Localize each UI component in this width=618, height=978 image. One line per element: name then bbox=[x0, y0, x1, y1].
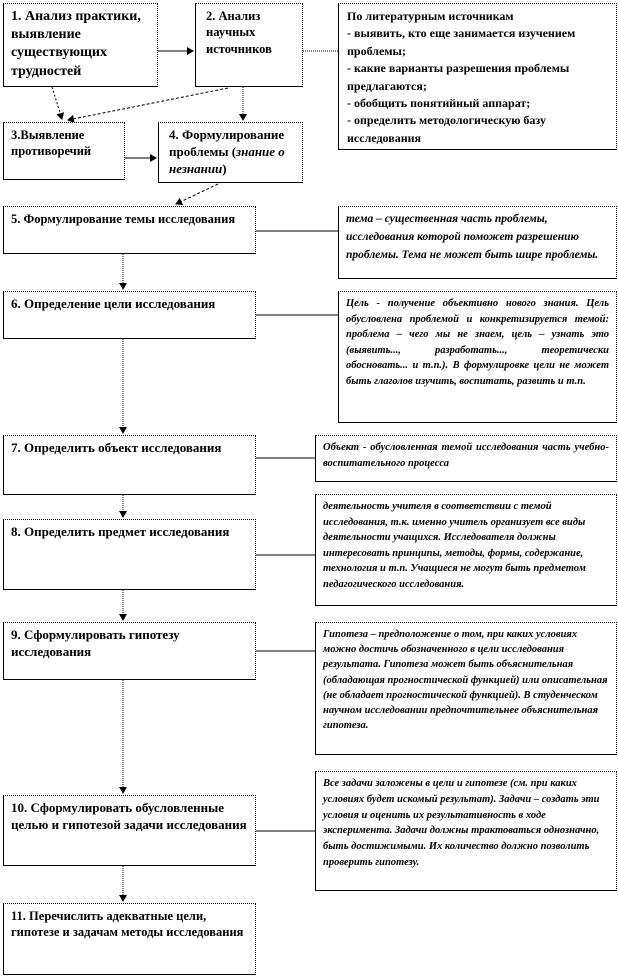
literature-item: - обобщить понятийный аппарат; bbox=[347, 95, 531, 110]
literature-item: - определить методологическую базу исследования bbox=[347, 113, 546, 145]
step-8-text: 8. Определить предмет исследования bbox=[11, 524, 230, 539]
topic-note bbox=[338, 206, 617, 279]
step-10-text: 10. Сформулировать обусловленные целью и гипотезой задачи исследования bbox=[11, 800, 247, 832]
step-7-box bbox=[3, 435, 256, 495]
hypothesis-note-text: Гипотеза – предположение о том, при каких условиях можно достичь обозначенного в цели исследования результата. Гипотеза может быть объяснительная (обладающая прогностической функцией) или описательная (не обладает прогностической функцией). В студенческом научном исследовании предпочтительнее объяснительная гипотеза. bbox=[323, 629, 608, 732]
literature-item: - выявить, кто еще занимается изучением проблемы; bbox=[347, 26, 576, 58]
goal-note-text: Цель - получение объективно нового знания. Цель обусловлена проблемой и конкретизируется темой: проблема – чего мы не знаем, цель – узнать это (выявить..., разработать..., теоретически обосновать... и т.п.). В формулировке цели не может быть глаголов изучить, воспитать, развить и т.п. bbox=[346, 298, 609, 387]
step-9-box bbox=[3, 622, 256, 680]
subject-note bbox=[315, 494, 617, 606]
step-6-text: 6. Определение цели исследования bbox=[11, 296, 216, 311]
step-6-box bbox=[3, 291, 256, 339]
step-5-box bbox=[3, 206, 256, 254]
topic-note-text: тема – существенная часть проблемы, исследования которой поможет разрешению проблемы. Тема не может быть шире проблемы. bbox=[346, 213, 599, 261]
literature-note bbox=[338, 3, 617, 150]
step-4-end: ) bbox=[222, 160, 227, 176]
step-2-text: 2. Анализ научных источников bbox=[206, 9, 272, 56]
step-4-italic: знание о незнании bbox=[169, 143, 285, 176]
arrow-4-to-5 bbox=[176, 184, 218, 204]
literature-item: - какие варианты разрешения проблемы предлагаются; bbox=[347, 61, 570, 93]
step-3-text: 3.Выявление противоречий bbox=[11, 128, 92, 159]
step-4-box bbox=[158, 122, 303, 183]
goal-note bbox=[338, 291, 617, 423]
tasks-note-text: Все задачи заложены в цели и гипотезе (см. при каких условиях будет искомый результат). Задачи – создать эти условия и оценить их результативность в ходе эксперимента. Задачи должны трактоваться однозначно, быть достижимыми. Их количество должно позволить проверить гипотезу. bbox=[323, 778, 600, 868]
step-8-box bbox=[3, 519, 256, 590]
subject-note-text: деятельность учителя в соответствии с темой исследования, т.к. именно учитель организует все виды деятельности учащихся. Исследователя должны интересовать принципы, методы, формы, содержание, технология и т.п. Учащиеся не могут быть предметом педагогического исследования. bbox=[323, 501, 586, 590]
step-4-text: 4. Формулирование проблемы ( bbox=[169, 127, 285, 159]
step-7-text: 7. Определить объект исследования bbox=[11, 440, 222, 455]
arrow-2-to-3 bbox=[68, 88, 228, 120]
tasks-note bbox=[315, 771, 617, 891]
object-note bbox=[315, 435, 617, 482]
step-2-box bbox=[195, 3, 303, 87]
step-3-box bbox=[3, 122, 125, 180]
step-11-box bbox=[3, 903, 256, 975]
hypothesis-note bbox=[315, 622, 617, 755]
arrow-1-to-3 bbox=[52, 87, 62, 119]
step-11-text: 11. Перечислить адекватные цели, гипотезе и задачам методы исследования bbox=[11, 909, 244, 940]
step-1-box bbox=[3, 3, 158, 87]
step-9-text: 9. Сформулировать гипотезу исследования bbox=[11, 627, 180, 659]
step-1-text: 1. Анализ практики, выявление существующих трудностей bbox=[11, 9, 141, 79]
literature-heading: По литературным источникам bbox=[347, 9, 514, 23]
step-10-box bbox=[3, 795, 256, 866]
step-5-text: 5. Формулирование темы исследования bbox=[11, 212, 236, 226]
object-note-text: Объект - обусловленная темой исследования часть учебно-воспитательного процесса bbox=[323, 442, 609, 470]
